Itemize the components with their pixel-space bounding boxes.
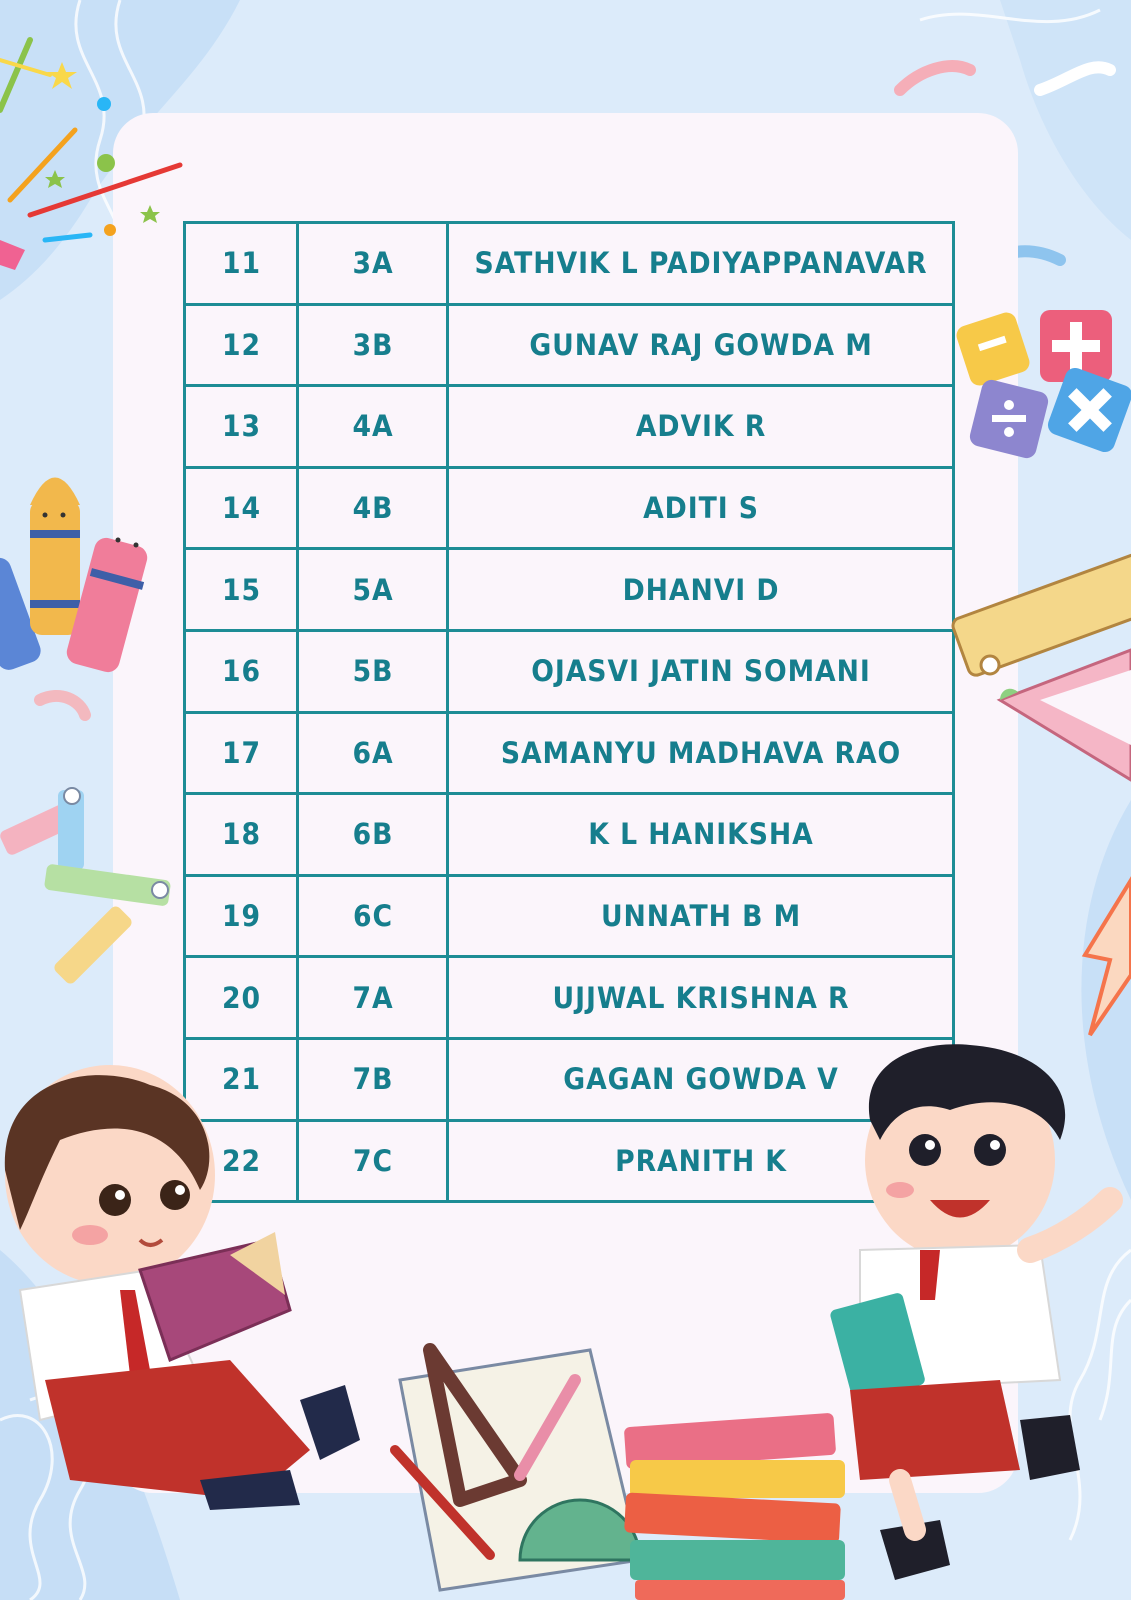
serial-number-cell: 17 bbox=[189, 712, 293, 794]
table-row bbox=[185, 304, 954, 386]
table-row bbox=[185, 630, 954, 712]
class-cell: 3A bbox=[304, 223, 442, 305]
serial-number-cell: 16 bbox=[189, 630, 293, 712]
class-cell: 5A bbox=[304, 549, 442, 631]
serial-number-cell: 20 bbox=[189, 957, 293, 1039]
class-cell: 6B bbox=[304, 794, 442, 876]
table-row bbox=[185, 712, 954, 794]
table-row bbox=[185, 549, 954, 631]
class-cell: 7C bbox=[304, 1120, 442, 1202]
table-row bbox=[185, 386, 954, 468]
serial-number-cell: 22 bbox=[189, 1120, 293, 1202]
student-name-cell: K L HANIKSHA bbox=[468, 794, 934, 876]
student-roster-table bbox=[183, 221, 955, 1203]
student-name-cell: SAMANYU MADHAVA RAO bbox=[468, 712, 934, 794]
student-name-cell: SATHVIK L PADIYAPPANAVAR bbox=[468, 223, 934, 305]
student-name-cell: GUNAV RAJ GOWDA M bbox=[468, 304, 934, 386]
class-cell: 3B bbox=[304, 304, 442, 386]
student-name-cell: UJJWAL KRISHNA R bbox=[468, 957, 934, 1039]
student-name-cell: DHANVI D bbox=[468, 549, 934, 631]
table-row bbox=[185, 223, 954, 305]
serial-number-cell: 18 bbox=[189, 794, 293, 876]
class-cell: 6C bbox=[304, 875, 442, 957]
class-cell: 5B bbox=[304, 630, 442, 712]
table-row bbox=[185, 875, 954, 957]
student-name-cell: GAGAN GOWDA V bbox=[468, 1038, 934, 1120]
student-name-cell: UNNATH B M bbox=[468, 875, 934, 957]
class-cell: 7A bbox=[304, 957, 442, 1039]
serial-number-cell: 19 bbox=[189, 875, 293, 957]
class-cell: 7B bbox=[304, 1038, 442, 1120]
table-row bbox=[185, 957, 954, 1039]
table-row bbox=[185, 1038, 954, 1120]
table-row bbox=[185, 794, 954, 876]
table-row bbox=[185, 1120, 954, 1202]
class-cell: 6A bbox=[304, 712, 442, 794]
student-name-cell: ADITI S bbox=[468, 467, 934, 549]
student-name-cell: ADVIK R bbox=[468, 386, 934, 468]
serial-number-cell: 21 bbox=[189, 1038, 293, 1120]
class-cell: 4A bbox=[304, 386, 442, 468]
table-row bbox=[185, 467, 954, 549]
student-name-cell: PRANITH K bbox=[468, 1120, 934, 1202]
serial-number-cell: 11 bbox=[189, 223, 293, 305]
serial-number-cell: 14 bbox=[189, 467, 293, 549]
class-cell: 4B bbox=[304, 467, 442, 549]
serial-number-cell: 15 bbox=[189, 549, 293, 631]
serial-number-cell: 12 bbox=[189, 304, 293, 386]
student-name-cell: OJASVI JATIN SOMANI bbox=[468, 630, 934, 712]
serial-number-cell: 13 bbox=[189, 386, 293, 468]
